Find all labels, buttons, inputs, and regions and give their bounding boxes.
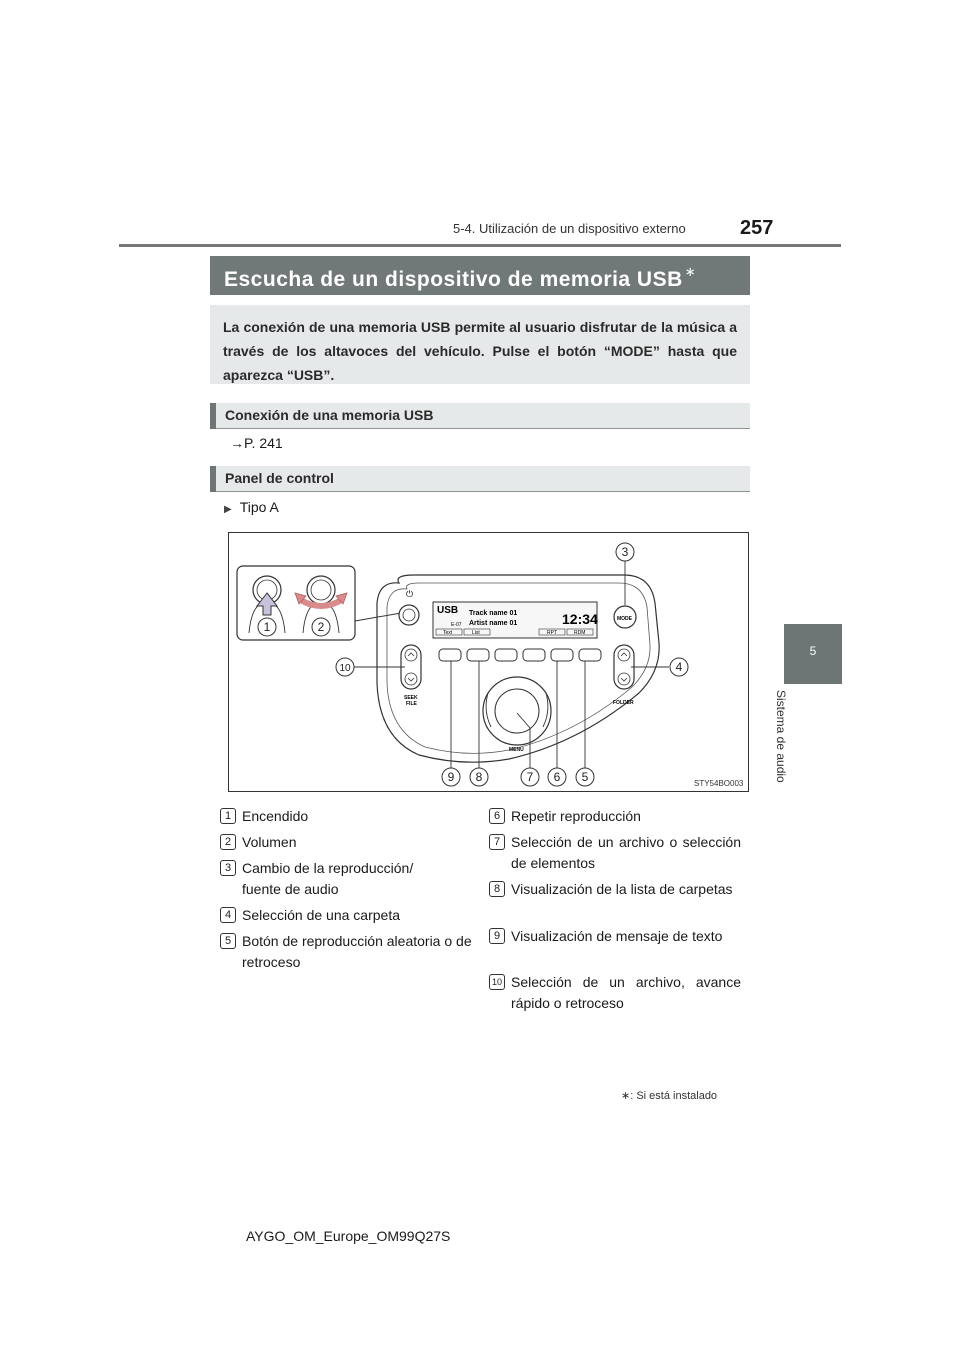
page-title-text: Escucha de un dispositivo de memoria USB [224,268,683,291]
legend-text: Visualización de la lista de carpetas [511,881,733,897]
section-heading-connection-text: Conexión de una memoria USB [225,407,434,423]
section-reference: 5-4. Utilización de un dispositivo externo [453,221,686,236]
callout-1 [258,618,276,636]
legend-num: 8 [489,881,505,897]
section-heading-control-panel-text: Panel de control [225,470,334,486]
type-label [224,499,279,515]
svg-text:6: 6 [553,770,561,784]
callout-7 [521,768,539,786]
chapter-number: 5 [809,644,817,658]
knob-inset [237,566,355,640]
section-heading-control-panel [210,466,750,492]
mode-label: MODE [617,616,632,622]
intro-text: La conexión de una memoria USB permite al usuario disfrutar de la música a través de los altavoces del vehículo. Pulse el botón “MODE” hasta que aparezca “USB”. [223,319,737,383]
svg-text:9: 9 [447,770,455,784]
legend-num: 3 [220,860,236,876]
softkey-text: Text [443,630,453,636]
softkey-list: List [472,630,480,636]
svg-text:10: 10 [339,663,351,674]
legend-num: 10 [489,974,505,990]
legend-num: 2 [220,834,236,850]
svg-text:3: 3 [621,545,629,559]
legend-text: Repetir reproducción [511,808,641,824]
page-title-bar [210,256,750,295]
chapter-label [774,690,794,800]
legend-num: 1 [220,808,236,824]
chapter-label-text: Sistema de audio [774,690,788,783]
figure-code: STY54BO003 [694,779,744,788]
svg-text:4: 4 [675,660,683,674]
display-artist: Artist name 01 [469,620,518,627]
legend-text: Volumen [242,834,297,850]
svg-text:2: 2 [317,620,325,634]
callout-2 [312,618,330,636]
footer-document-code: AYGO_OM_Europe_OM99Q27S [246,1228,451,1244]
triangle-bullet-icon: ▶ [224,504,232,515]
legend-text: Selección de un archivo, avance rápido o retroceso [511,974,741,1011]
legend-text: Selección de un archivo o selección de elementos [511,834,741,871]
audio-unit-illustration [229,533,748,791]
svg-text:1: 1 [263,620,271,634]
legend-num: 9 [489,928,505,944]
svg-text:5: 5 [581,770,589,784]
svg-text:7: 7 [526,770,534,784]
footnote-mark: ∗ [621,1090,631,1102]
control-panel-figure [228,532,749,792]
optional-mark: ∗ [684,264,697,279]
header-rule [119,244,841,247]
section-heading-connection [210,403,750,429]
page-title [210,256,750,292]
intro-box [210,305,750,384]
legend-num: 4 [220,907,236,923]
svg-text:8: 8 [475,770,483,784]
seek-label: SEEK [404,695,418,701]
display-time: 12:34 [562,611,598,627]
callout-8 [470,768,488,786]
softkey-rdm: RDM [574,630,586,636]
legend-num: 6 [489,808,505,824]
menu-label: MENU [509,747,524,753]
legend-text: Cambio de la reproducción/ fuente de audio [242,860,414,897]
chapter-tab [784,624,842,684]
callout-4 [670,658,688,676]
legend-text: Botón de reproducción aleatoria o de retroceso [242,933,472,970]
page-number: 257 [740,217,774,239]
legend-text: Visualización de mensaje de texto [511,928,723,944]
callout-6 [548,768,566,786]
display-source: USB [437,605,459,616]
legend-num: 5 [220,933,236,949]
folder-label: FOLDER [613,700,634,706]
softkey-rpt: RPT [547,630,557,636]
display-counter: E-07 [451,622,462,628]
file-label: FILE [406,701,417,707]
callout-3 [616,543,634,561]
callout-10 [336,658,354,676]
legend-num: 7 [489,834,505,850]
callout-5 [576,768,594,786]
power-symbol: ⏻ [406,589,414,599]
type-label-text: Tipo A [239,499,279,515]
callout-9 [442,768,460,786]
legend-text: Encendido [242,808,309,824]
display-track: Track name 01 [469,610,518,617]
legend-text: Selección de una carpeta [242,907,400,923]
footnote [621,1089,717,1102]
page-reference-link[interactable]: →P. 241 [230,435,283,451]
footnote-text: : Si está instalado [630,1090,718,1102]
